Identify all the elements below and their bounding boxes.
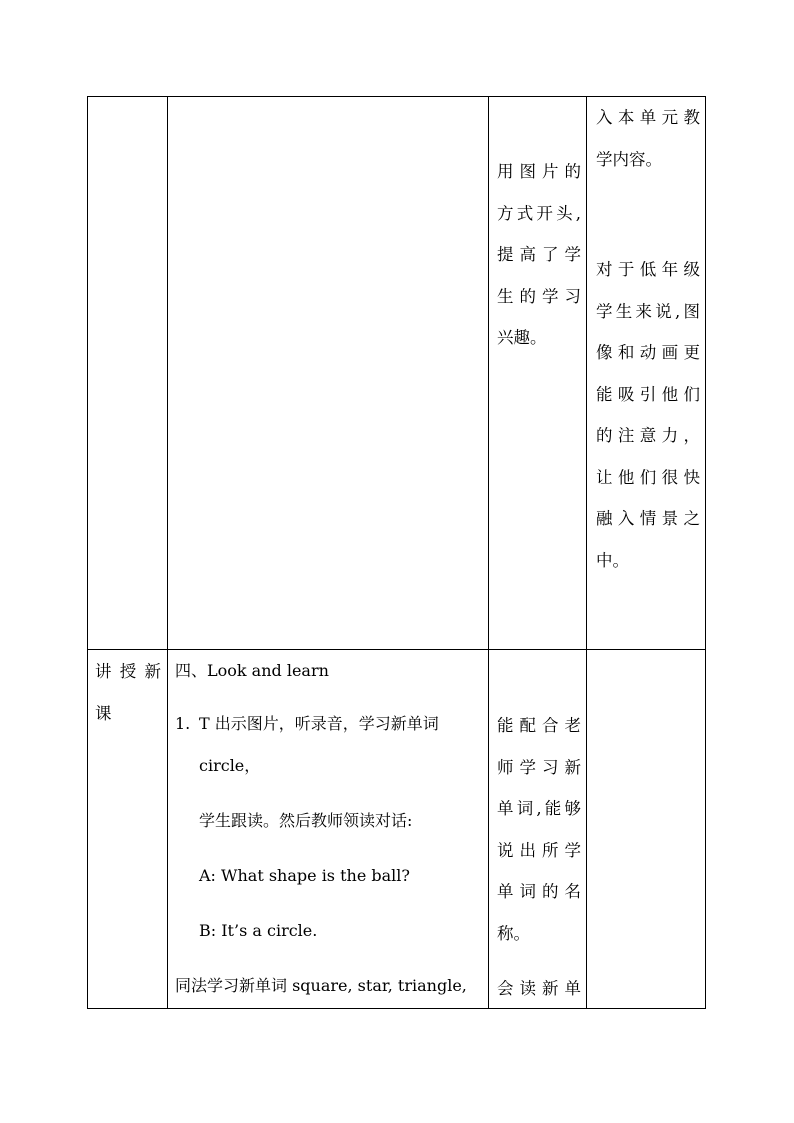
row1-notes-bottom: [596, 249, 700, 581]
purpose-line: 用图片的: [497, 162, 581, 181]
purpose-line: 单词的名: [497, 882, 581, 901]
purpose-line: 单词,能够: [497, 799, 581, 818]
row2-purpose-cell: [497, 705, 581, 954]
dialog-line-a: A: What shape is the ball?: [199, 866, 410, 885]
notes-line: 中。: [596, 550, 629, 570]
purpose-line: 说出所学: [497, 840, 581, 860]
paragraph-text: 同法学习新单词 square, star, triangle,: [175, 976, 467, 995]
purpose-line: 生的学习: [497, 286, 581, 306]
stage-line: 讲授新: [95, 662, 161, 681]
table-border-left: [87, 96, 88, 1009]
purpose-line: 提高了学: [497, 245, 581, 264]
stage-line: 课: [95, 703, 112, 723]
notes-line: 能吸引他们: [596, 384, 700, 404]
section-heading: 四、Look and learn: [175, 661, 329, 680]
notes-line: 让他们很快: [596, 467, 700, 487]
row2-stage-cell: [95, 651, 161, 734]
list-item-text: T 出示图片，听录音，学习新单词: [199, 714, 439, 733]
notes-line: 学内容。: [596, 149, 662, 169]
dialog-line-b: B: It’s a circle.: [199, 921, 318, 940]
list-item-number: 1.: [175, 714, 191, 733]
notes-line: 学生来说,图: [596, 301, 700, 321]
column-divider-2: [488, 96, 489, 1009]
purpose-line: 方式开头,: [497, 203, 581, 223]
lesson-plan-table: [87, 96, 706, 1009]
purpose-line: 能配合老: [497, 716, 581, 735]
column-divider-1: [167, 96, 168, 1009]
purpose-line: 兴趣。: [497, 328, 547, 347]
column-divider-3: [586, 96, 587, 1009]
row1-purpose-cell: [497, 151, 581, 359]
row2-notes-cell: [596, 651, 700, 1006]
list-item-text: 学生跟读。然后教师领读对话:: [199, 811, 413, 830]
row2-process-cell: [175, 650, 483, 1005]
table-border-right: [705, 96, 706, 1009]
table-border-bottom: [87, 1008, 706, 1009]
purpose-line: 师学习新: [497, 757, 581, 777]
purpose-line: 称。: [497, 923, 530, 943]
row1-notes-top: [596, 97, 700, 180]
row2-purpose-continued: [497, 968, 581, 1010]
list-item-text: circle，: [199, 756, 261, 775]
notes-line: 融入情景之: [596, 509, 700, 528]
notes-line: 的注意力，: [596, 426, 700, 445]
notes-line: 像和动画更: [596, 343, 700, 362]
notes-line: 入本单元教: [596, 108, 700, 127]
notes-line: 对于低年级: [596, 260, 700, 279]
purpose-line: 会读新单: [497, 979, 581, 998]
